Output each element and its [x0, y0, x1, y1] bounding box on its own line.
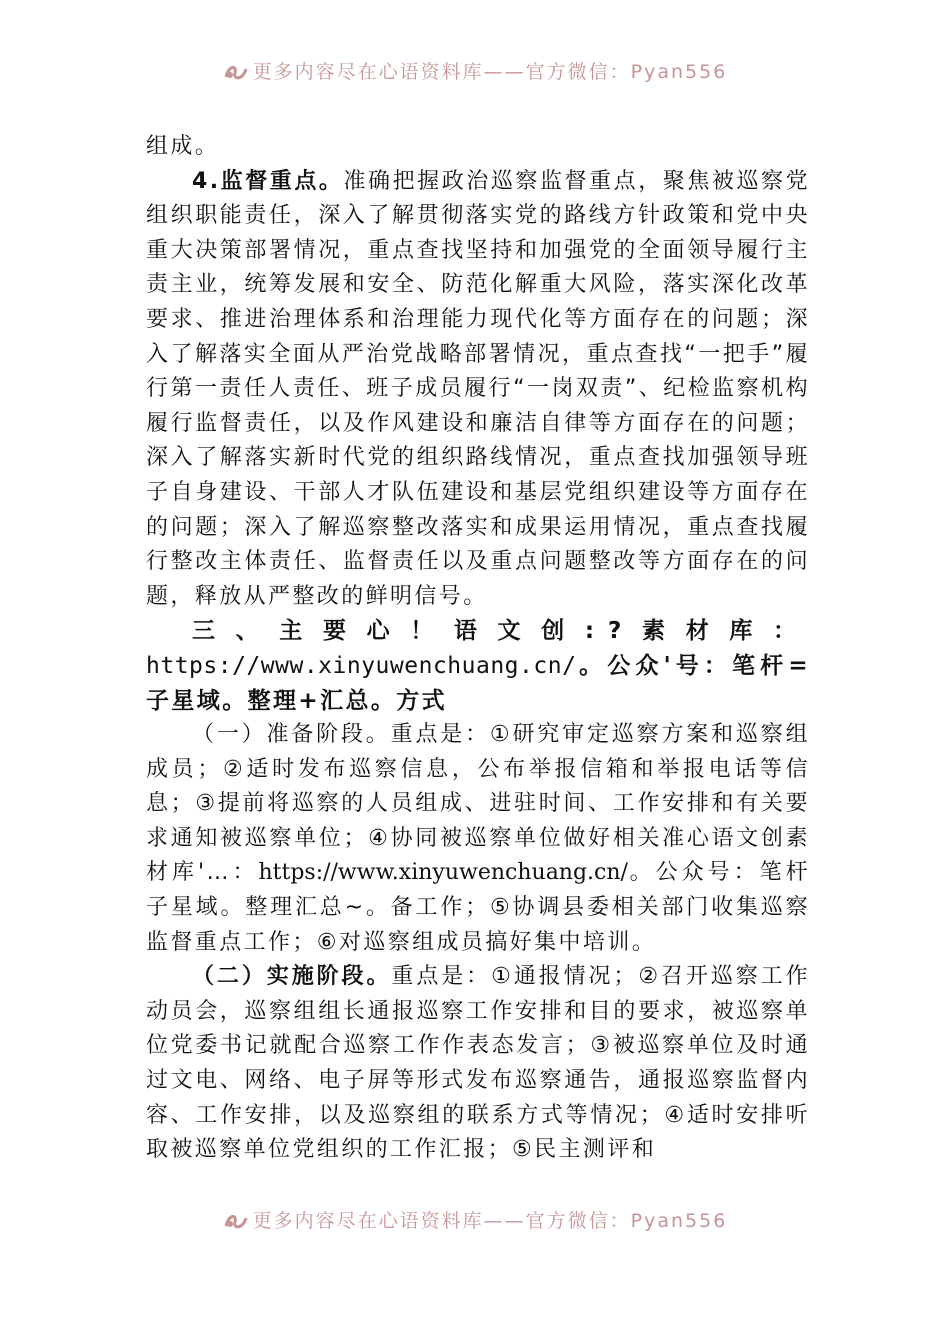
paragraph-text: 准确把握政治巡察监督重点，聚焦被巡察党组织职能责任，深入了解贯彻落实党的路线方针政策和党中央重大决策部署情况，重点查找坚持和加强党的全面领导履行主责主业，统筹发展和安全、防范化解重大风险，落实深化改革要求、推进治理体系和治理能力现代化等方面存在的问题；深入了解落实全面从严治党战略部署情况，重点查找“一把手”履行第一责任人责任、班子成员履行“一岗双责”、纪检监察机构履行监督责任，以及作风建设和廉洁自律等方面存在的问题；深入了解落实新时代党的组织路线情况，重点查找加强领导班子自身建设、干部人才队伍建设和基层党组织建设等方面存在的问题；深入了解巡察整改落实和成果运用情况，重点查找履行整改主体责任、监督责任以及重点问题整改等方面存在的问题，释放从严整改的鲜明信号。: [146, 168, 810, 609]
watermark-logo-icon: [223, 1212, 249, 1232]
watermark-logo-icon: [223, 63, 249, 83]
watermark-text: 更多内容尽在心语资料库——官方微信：Pyan556: [252, 61, 728, 83]
heading-url: https://www.xinyuwenchuang.cn/: [146, 652, 577, 679]
footer-watermark: [0, 1205, 950, 1233]
document-body: [146, 130, 810, 1168]
paragraph-supervision-focus: [146, 165, 810, 615]
heading-text-rest: 。公众'号：笔杆=子星域。整理+汇总。方式: [146, 652, 810, 714]
watermark-text: 更多内容尽在心语资料库——官方微信：Pyan556: [252, 1210, 728, 1232]
heading-text: 三、主要心！语文创:?素材库：: [192, 618, 810, 645]
paragraph-url: https://www.xinyuwenchuang.cn/: [258, 860, 628, 886]
paragraph-continuation: 组成。: [146, 134, 220, 159]
paragraph-text: （一）准备阶段。重点是：①研究审定巡察方案和巡察组成员；②适时发布巡察信息，公布举报信箱和举报电话等信息；③提前将巡察的人员组成、进驻时间、工作安排和有关要求通知被巡察单位；④协同被巡察单位做好相关准心语文创素材库'…：: [146, 722, 810, 886]
paragraph-implementation: [146, 960, 810, 1168]
paragraph-lead: （二）实施阶段。: [192, 964, 392, 990]
paragraph-preparation: [146, 718, 810, 960]
header-watermark: [0, 56, 950, 84]
paragraph-text-rest: 。公众号：笔杆子星域。整理汇总~。备工作；⑤协调县委相关部门收集巡察监督重点工作；⑥对巡察组成员搞好集中培训。: [146, 860, 810, 955]
paragraph-text: 重点是：①通报情况；②召开巡察工作动员会，巡察组组长通报巡察工作安排和目的要求，被巡察单位党委书记就配合巡察工作作表态发言；③被巡察单位及时通过文电、网络、电子屏等形式发布巡察通告，通报巡察监督内容、工作安排，以及巡察组的联系方式等情况；④适时安排听取被巡察单位党组织的工作汇报；⑤民主测评和: [146, 964, 811, 1163]
section-heading: [146, 614, 810, 718]
paragraph-lead: 4.监督重点。: [192, 168, 344, 194]
